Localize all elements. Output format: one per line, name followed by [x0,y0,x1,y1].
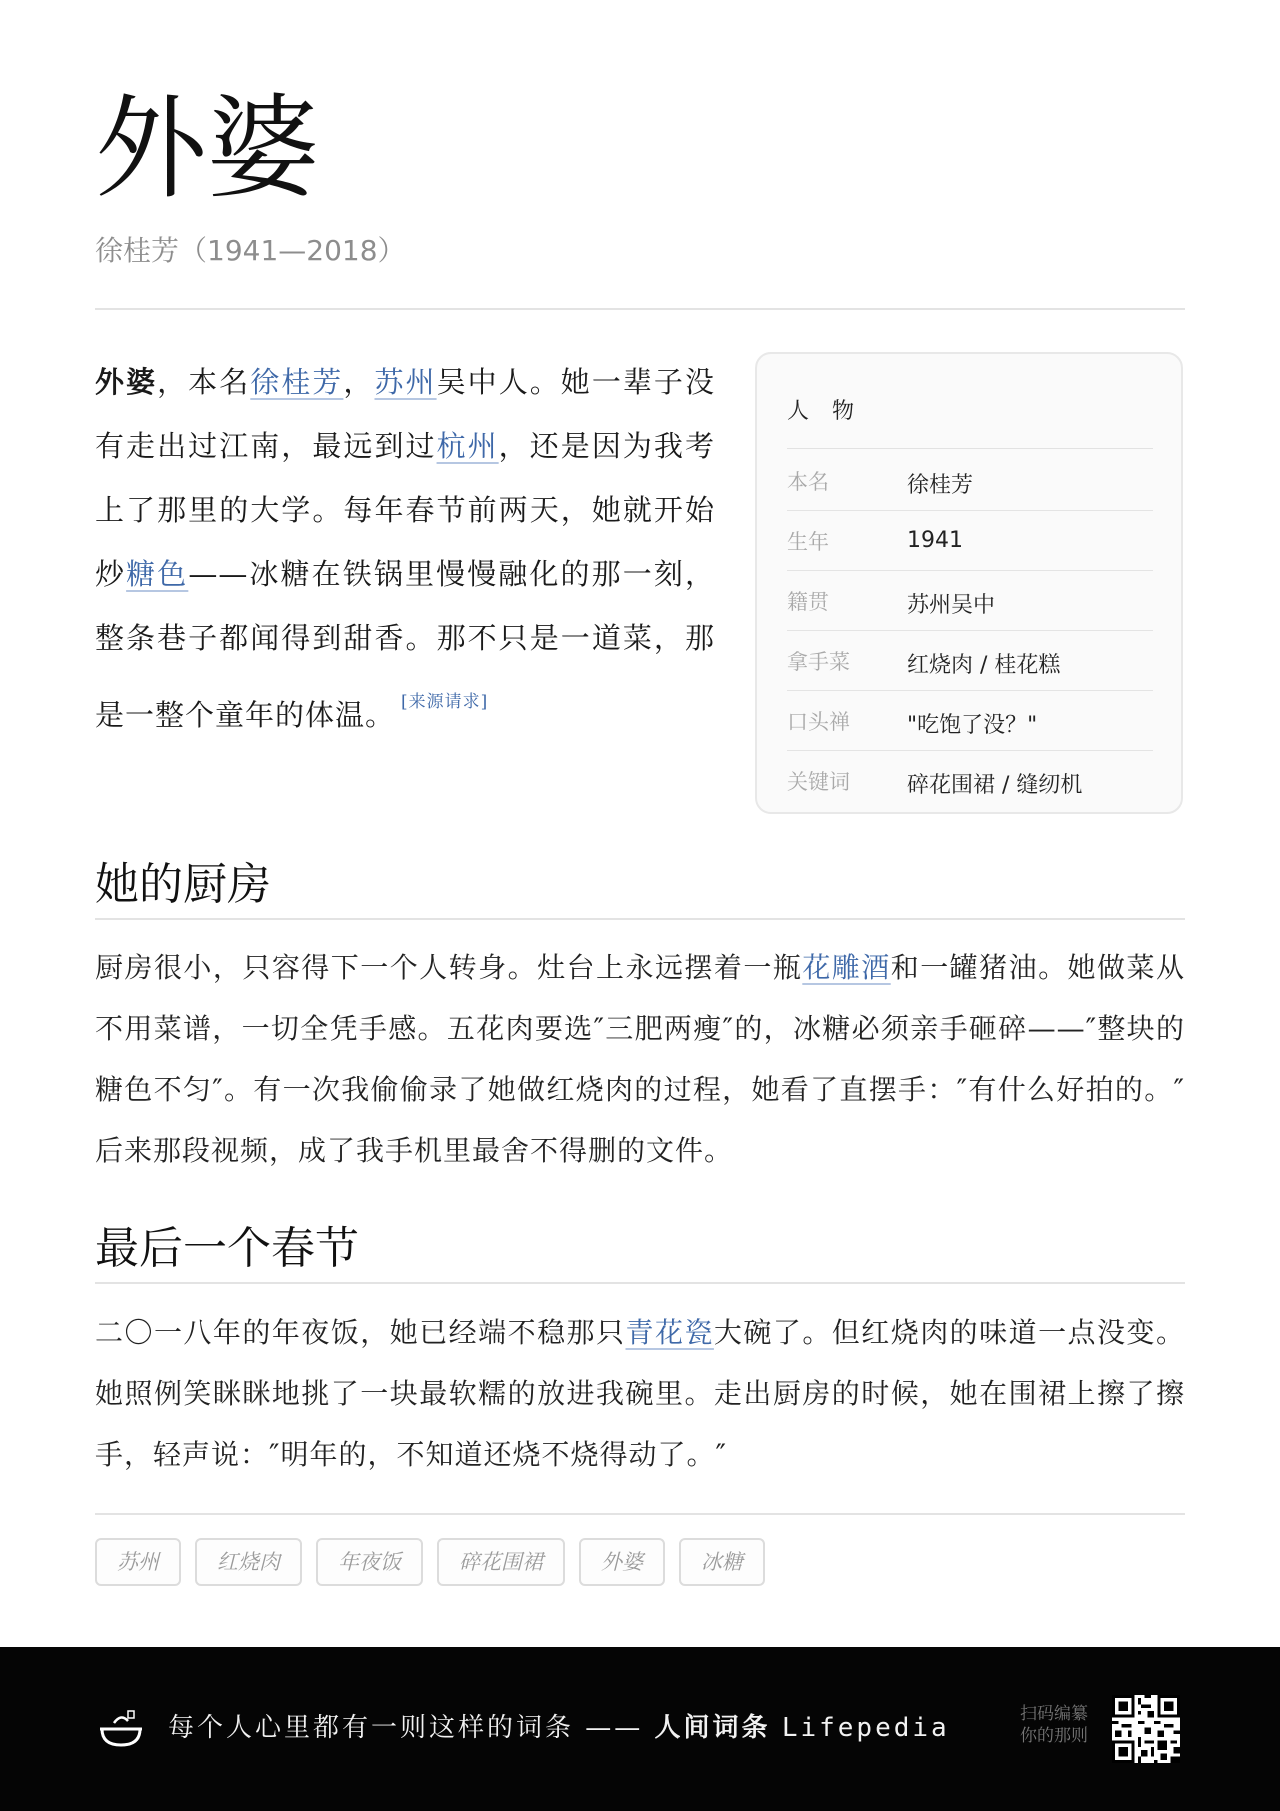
tag[interactable]: 年夜饭 [316,1538,423,1586]
link-xu-guifang[interactable]: 徐桂芳 [250,365,344,399]
tag-list [95,1538,765,1586]
footer-brand-en: Lifepedia [781,1713,950,1743]
page-subtitle: 徐桂芳（1941—2018） [95,234,406,267]
footer-scan-hint [1020,1703,1088,1747]
scan-hint-line: 扫码编纂 [1020,1704,1088,1724]
infobox-key: 生年 [787,530,829,554]
para-text: 大碗了。但红烧肉的味道一点没变。她照例笑眯眯地挑了一块最软糯的放进我碗里。走出厨房的时候，她在围裙上擦了擦手，轻声说：″明年的，不知道还烧不烧得动了。″ [95,1316,1185,1471]
infobox-row [787,450,1153,511]
title-divider [95,308,1185,310]
infobox-key: 拿手菜 [787,650,850,674]
link-huadiao-wine[interactable]: 花雕酒 [802,951,891,984]
intro-text: ， [343,365,375,399]
intro-text: ，还是因为我考上了那里的大学。每年春节前两天，她就开始炒 [95,429,715,591]
footer-brand: 人间词条 [654,1713,771,1743]
section-title-kitchen: 她的厨房 [95,859,271,910]
intro-text: ——冰糖在铁锅里慢慢融化的那一刻，整条巷子都闻得到甜香。那不只是一道菜，那是一整个童年的体温。 [95,557,715,732]
para-text: 和一罐猪油。她做菜从不用菜谱，一切全凭手感。五花肉要选″三肥两瘦″的，冰糖必须亲手砸碎——″整块的糖色不匀″。有一次我偷偷录了她做红烧肉的过程，她看了直摆手：″有什么好拍的。″后来那段视频，成了我手机里最舍不得删的文件。 [95,951,1185,1167]
tag[interactable]: 红烧肉 [195,1538,302,1586]
person-infobox [755,352,1183,814]
link-suzhou[interactable]: 苏州 [374,365,437,399]
scan-hint-line: 你的那则 [1020,1726,1088,1746]
footer [0,1647,1280,1811]
intro-paragraph [95,350,715,747]
bowl-logo-icon [98,1709,144,1749]
para-text: 二〇一八年的年夜饭，她已经端不稳那只 [95,1316,626,1349]
qr-code-icon[interactable] [1112,1695,1180,1763]
citation-needed-link[interactable]: [来源请求] [401,692,489,712]
infobox-value: 1941 [907,528,963,553]
section-title-last-spring: 最后一个春节 [95,1223,359,1274]
link-blue-white-porcelain[interactable]: 青花瓷 [625,1316,714,1349]
intro-text: 吴中人。她一辈子没有走出过江南，最远到过 [95,365,715,463]
section-divider [95,918,1185,920]
infobox-row [787,690,1153,751]
tag[interactable]: 苏州 [95,1538,181,1586]
para-text: 厨房很小，只容得下一个人转身。灶台上永远摆着一瓶 [95,951,803,984]
infobox-value: 苏州吴中 [907,593,996,618]
infobox-value: 徐桂芳 [907,473,974,498]
infobox-key: 口头禅 [787,710,850,734]
infobox-row [787,630,1153,691]
infobox-row [787,750,1153,810]
section-kitchen-paragraph [95,937,1185,1181]
infobox-key: 本名 [787,470,829,494]
link-hangzhou[interactable]: 杭州 [436,429,499,463]
infobox-key: 籍贯 [787,590,829,614]
infobox-value: 红烧肉 / 桂花糕 [907,653,1061,678]
section-divider [95,1282,1185,1284]
tag[interactable]: 外婆 [579,1538,665,1586]
infobox-row [787,510,1153,571]
infobox-value: 碎花围裙 / 缝纫机 [907,773,1083,798]
link-caramel[interactable]: 糖色 [126,557,189,591]
infobox-row [787,570,1153,631]
infobox-key: 关键词 [787,770,850,794]
tag[interactable]: 碎花围裙 [437,1538,565,1586]
page-title: 外婆 [95,84,319,214]
intro-text: ，本名 [157,365,251,399]
tags-divider [95,1513,1185,1515]
intro-bold-lead: 外婆 [95,365,158,399]
infobox-title: 人 物 [787,376,1153,449]
footer-slogan-text: 每个人心里都有一则这样的词条 —— [168,1713,655,1743]
tag[interactable]: 冰糖 [679,1538,765,1586]
infobox-value: "吃饱了没？" [907,713,1038,738]
footer-slogan [168,1707,950,1744]
section-last-spring-paragraph [95,1302,1185,1485]
